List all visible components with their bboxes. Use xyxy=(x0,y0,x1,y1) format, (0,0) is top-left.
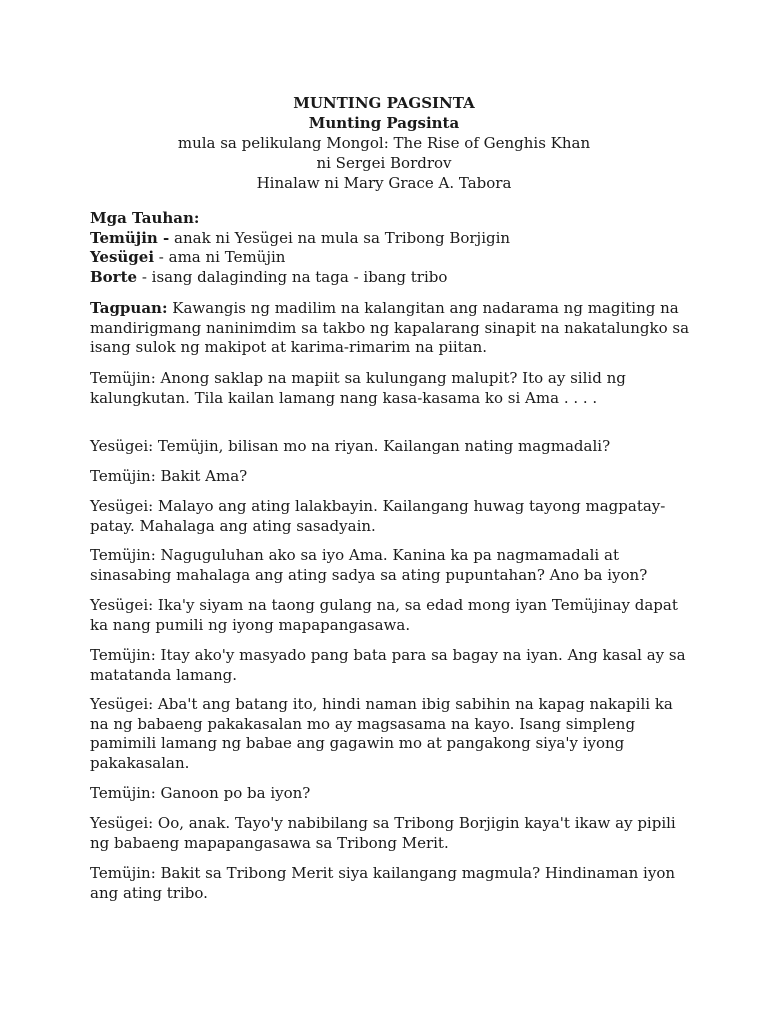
dialogue-line: Temüjin: Itay ako'y masyado pang bata para sa bagay na iyan. Ang kasal ay sa xyxy=(90,646,686,664)
dialogue-paragraph xyxy=(90,814,690,853)
character-item xyxy=(90,248,690,268)
dialogue-paragraph xyxy=(90,596,690,635)
dialogue-paragraph xyxy=(90,646,690,685)
dialogue-line: Temüjin: Bakit sa Tribong Merit siya kailangang magmula? Hindinaman iyon xyxy=(90,864,676,882)
dialogue-paragraph xyxy=(90,784,690,804)
dialogue-line: pamimili lamang ng babae ang gagawin mo at pangakong siya'y iyong xyxy=(90,734,625,753)
dialogue-line: na ng babaeng pakakasalan mo ay magsasama na kayo. Isang simpleng xyxy=(90,714,636,733)
dialogue-line: Temüjin: Ganoon po ba iyon? xyxy=(90,784,311,802)
dialogue-line: ng babaeng mapapangasawa sa Tribong Merit. xyxy=(90,833,449,852)
title-main: MUNTING PAGSINTA xyxy=(293,94,475,112)
dialogue-line: matatanda lamang. xyxy=(90,665,238,684)
character-desc: - ama ni Temüjin xyxy=(154,248,286,267)
document-header xyxy=(0,93,768,193)
dialogue-line: sinasabing mahalaga ang ating sadya sa ating pupuntahan? Ano ba iyon? xyxy=(90,565,648,584)
dialogue-line: ka nang pumili ng iyong mapapangasawa. xyxy=(90,615,411,634)
characters-heading: Mga Tauhan: xyxy=(90,209,200,227)
dialogue-line: Yesügei: Ika'y siyam na taong gulang na, sa edad mong iyan Temüjinay dapat xyxy=(90,596,678,614)
dialogue-line: Yesügei: Malayo ang ating lalakbayin. Kailangang huwag tayong magpatay- xyxy=(90,497,666,515)
characters-section xyxy=(90,209,690,287)
dialogue-paragraph xyxy=(90,497,690,536)
character-name: Borte xyxy=(90,267,138,286)
dialogue-paragraph xyxy=(90,437,690,457)
setting-line xyxy=(90,299,690,319)
dialogue-line: Yesügei: Aba't ang batang ito, hindi naman ibig sabihin na kapag nakapili ka xyxy=(90,695,673,713)
setting-line: isang sulok ng makipot at karima-rimarim na piitan. xyxy=(90,338,488,357)
dialogue-paragraph xyxy=(90,467,690,487)
dialogue-line: Yesügei: Temüjin, bilisan mo na riyan. Kailangan nating magmadali? xyxy=(90,437,611,455)
dialogue-line: Temüjin: Bakit Ama? xyxy=(90,467,248,485)
dialogue-line: pakakasalan. xyxy=(90,753,190,772)
dialogue-line: patay. Mahalaga ang ating sasadyain. xyxy=(90,516,376,535)
character-desc: anak ni Yesügei na mula sa Tribong Borjigin xyxy=(169,228,511,247)
dialogue-line: Temüjin: Anong saklap na mapiit sa kulungang malupit? Ito ay silid ng xyxy=(90,369,626,387)
character-name: Temüjin - xyxy=(90,228,170,247)
adapter-line: Hinalaw ni Mary Grace A. Tabora xyxy=(256,174,512,192)
dialogue-line: ang ating tribo. xyxy=(90,883,208,902)
dialogue-paragraph xyxy=(90,546,690,585)
dialogue-line: kalungkutan. Tila kailan lamang nang kasa-kasama ko si Ama . . . . xyxy=(90,388,598,407)
setting-label: Tagpuan: xyxy=(90,299,168,317)
dialogue-paragraph xyxy=(90,864,690,903)
dialogue-paragraph xyxy=(90,369,690,408)
dialogue-line: Yesügei: Oo, anak. Tayo'y nabibilang sa Tribong Borjigin kaya't ikaw ay pipili xyxy=(90,814,676,832)
dialogue-paragraph xyxy=(90,695,690,773)
dialogue-line: Temüjin: Naguguluhan ako sa iyo Ama. Kanina ka pa nagmamadali at xyxy=(90,546,619,564)
character-desc: - isang dalaginding na taga - ibang tribo xyxy=(137,267,448,286)
source-line: mula sa pelikulang Mongol: The Rise of Genghis Khan xyxy=(177,134,591,152)
setting-text: Kawangis ng madilim na kalangitan ang nadarama ng magiting na xyxy=(167,299,679,317)
character-name: Yesügei xyxy=(90,248,155,267)
setting-paragraph xyxy=(90,299,690,358)
character-item xyxy=(90,229,690,249)
title-sub: Munting Pagsinta xyxy=(308,114,460,132)
director-line: ni Sergei Bordrov xyxy=(316,154,452,172)
setting-line: mandirigmang naninimdim sa takbo ng kapalarang sinapit na nakatalungko sa xyxy=(90,318,690,337)
character-item xyxy=(90,268,690,288)
